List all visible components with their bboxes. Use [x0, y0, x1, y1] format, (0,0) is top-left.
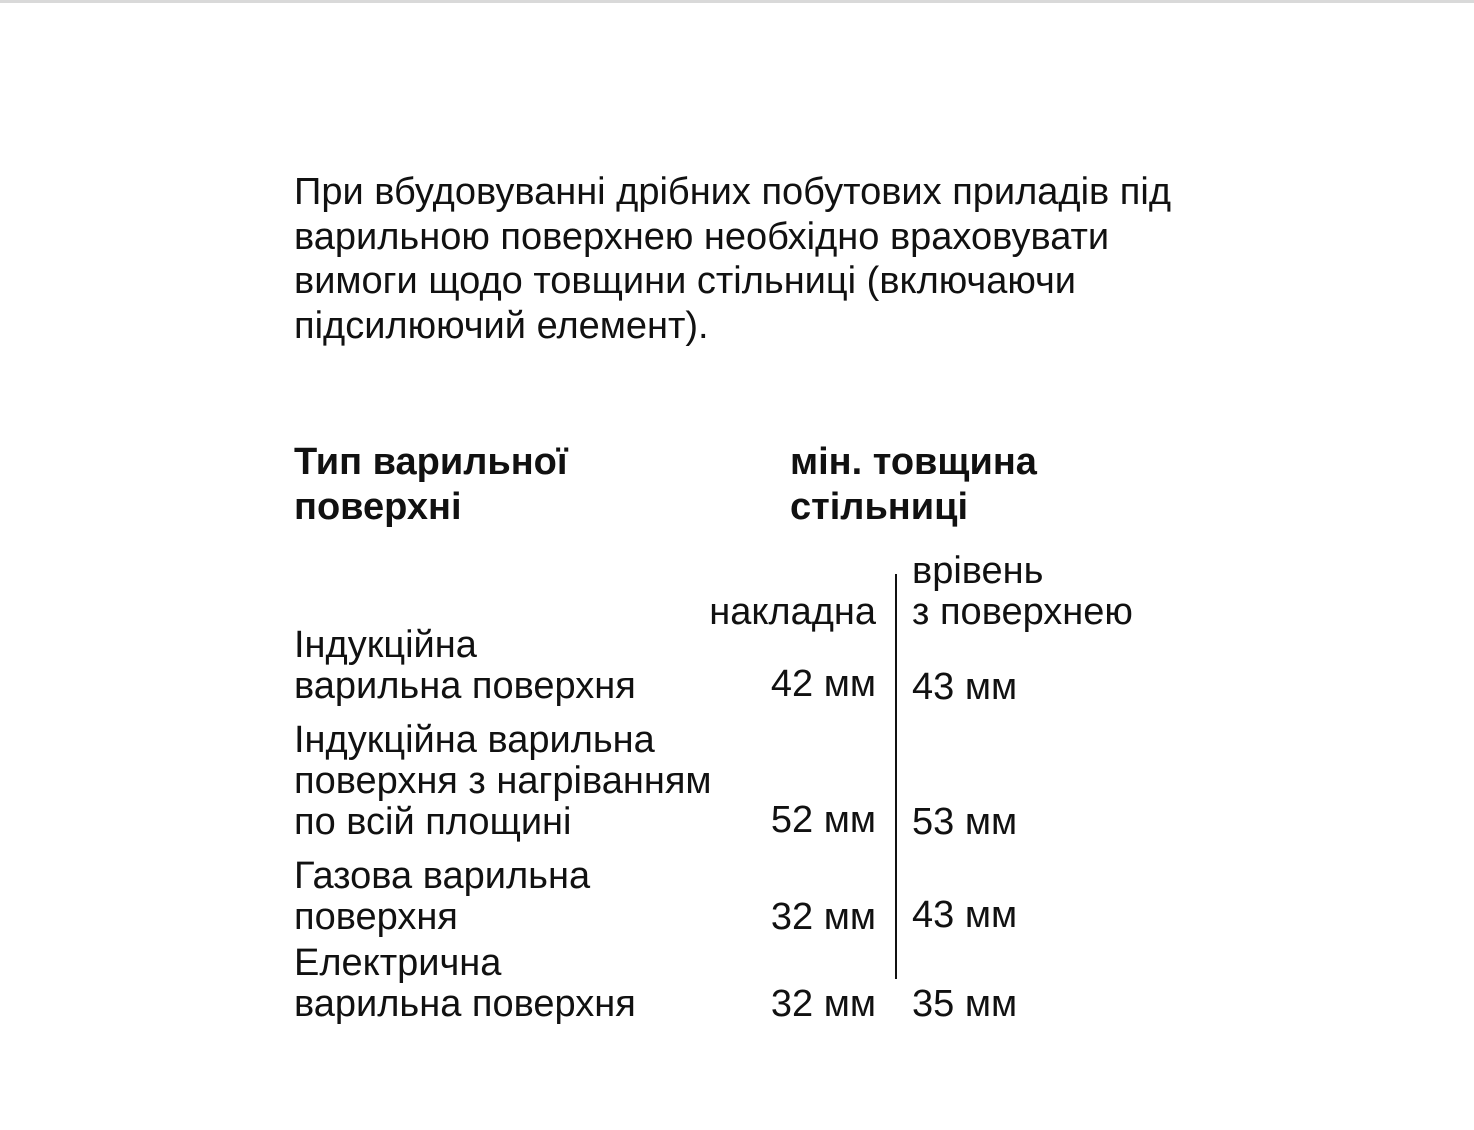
header-min-line: мін. товщина: [790, 441, 1037, 483]
header-type-line: Тип варильної: [294, 441, 568, 483]
row-label-line: поверхня з нагріванням: [294, 760, 712, 802]
row-label-line: варильна поверхня: [294, 665, 636, 707]
row-label-line: по всій площині: [294, 801, 572, 843]
row-flush-value: 53 мм: [912, 801, 1018, 843]
row-label-line: Газова варильна: [294, 855, 591, 897]
column-divider: [895, 574, 897, 979]
row-label-line: поверхня: [294, 896, 458, 938]
row-overlay-value: 42 мм: [770, 663, 876, 705]
row-label-line: Індукційна варильна: [294, 719, 655, 761]
header-type-line: поверхні: [294, 485, 462, 528]
row-label-line: варильна поверхня: [294, 983, 636, 1025]
header-min-line: стільниці: [790, 485, 969, 528]
row-label-line: Індукційна: [294, 624, 477, 666]
col-flush-header-line: з поверхнею: [912, 591, 1133, 633]
col-overlay-header: накладна: [709, 591, 876, 633]
row-overlay-value: 32 мм: [770, 896, 876, 938]
header-min-thickness: [790, 440, 1037, 529]
row-label-line: Електрична: [294, 942, 502, 984]
intro-paragraph: При вбудовуванні дрібних побутових приладів під варильною поверхнею необхідно враховувати вимоги щодо товщини стільниці (включаючи підсилюючий елемент).: [294, 171, 1171, 347]
row-flush-value: 43 мм: [912, 894, 1018, 936]
row-overlay-value: 52 мм: [770, 799, 876, 841]
row-flush-value: 35 мм: [912, 983, 1018, 1025]
top-divider: [0, 0, 1474, 3]
col-flush-header-line: врівень: [912, 550, 1044, 592]
row-flush-value: 43 мм: [912, 666, 1018, 708]
header-cooktop-type: [294, 440, 568, 529]
row-overlay-value: 32 мм: [770, 983, 876, 1025]
